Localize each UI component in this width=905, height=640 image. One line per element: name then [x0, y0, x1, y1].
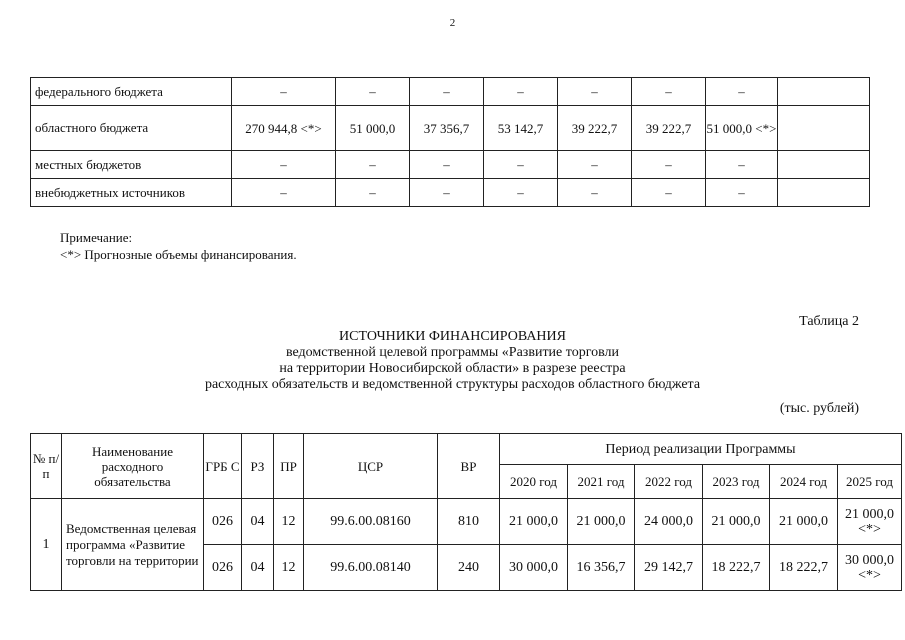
note-heading: Примечание:	[60, 230, 133, 245]
header-vr: ВР	[438, 434, 500, 499]
cell-value: 39 222,7	[558, 106, 632, 151]
table-row	[31, 78, 870, 106]
header-grbs: ГРБ С	[204, 434, 242, 499]
cell-csr: 99.6.00.08140	[304, 545, 438, 591]
cell-value: 37 356,7	[410, 106, 484, 151]
title-line: ведомственной целевой программы «Развитие торговли	[286, 345, 619, 360]
cell-value: –	[706, 179, 778, 207]
cell-value: –	[410, 179, 484, 207]
note-text: <*> Прогнозные объемы финансирования.	[60, 247, 297, 262]
header-year: 2021 год	[568, 465, 635, 499]
row-label: федерального бюджета	[31, 78, 232, 106]
cell-amount: 30 000,0 <*>	[838, 545, 902, 591]
header-name: Наименование расходного обязательства	[62, 434, 204, 499]
funding-table-continued	[30, 77, 870, 207]
title-line: ИСТОЧНИКИ ФИНАНСИРОВАНИЯ	[339, 329, 566, 344]
header-year: 2022 год	[635, 465, 703, 499]
cell-value: –	[706, 78, 778, 106]
cell-value: –	[632, 179, 706, 207]
page-number: 2	[449, 17, 456, 29]
cell-amount: 24 000,0	[635, 499, 703, 545]
cell-rz: 04	[242, 545, 274, 591]
cell-amount: 21 000,0	[568, 499, 635, 545]
cell-value: –	[410, 78, 484, 106]
cell-pr: 12	[274, 499, 304, 545]
header-csr: ЦСР	[304, 434, 438, 499]
table-row	[31, 106, 870, 151]
cell-amount: 21 000,0	[500, 499, 568, 545]
cell-value: 39 222,7	[632, 106, 706, 151]
row-label: внебюджетных источников	[31, 179, 232, 207]
table-row	[31, 151, 870, 179]
cell-value: –	[336, 151, 410, 179]
obligation-name: Ведомственная целевая программа «Развитие торговли на территории	[62, 499, 204, 591]
cell-value: –	[558, 78, 632, 106]
cell-rz: 04	[242, 499, 274, 545]
cell-value: –	[706, 151, 778, 179]
cell-amount: 18 222,7	[703, 545, 770, 591]
row-label: местных бюджетов	[31, 151, 232, 179]
cell-value: –	[484, 151, 558, 179]
cell-value: –	[484, 78, 558, 106]
cell-value: –	[232, 151, 336, 179]
cell-vr: 240	[438, 545, 500, 591]
header-year: 2025 год	[838, 465, 902, 499]
cell-amount: 21 000,0 <*>	[838, 499, 902, 545]
title-line: на территории Новосибирской области» в разрезе реестра	[279, 361, 626, 376]
cell-csr: 99.6.00.08160	[304, 499, 438, 545]
cell-amount: 16 356,7	[568, 545, 635, 591]
cell-amount: 29 142,7	[635, 545, 703, 591]
cell-amount: 18 222,7	[770, 545, 838, 591]
cell-value: –	[632, 151, 706, 179]
row-number: 1	[31, 499, 62, 591]
cell-grbs: 026	[204, 499, 242, 545]
cell-value: –	[232, 78, 336, 106]
note-block	[60, 229, 297, 263]
table-title	[0, 329, 905, 393]
header-num: № п/п	[31, 434, 62, 499]
cell-value: –	[558, 179, 632, 207]
table-row	[31, 179, 870, 207]
header-year: 2023 год	[703, 465, 770, 499]
cell-value: –	[484, 179, 558, 207]
cell-amount: 21 000,0	[703, 499, 770, 545]
cell-value	[778, 151, 870, 179]
header-year: 2024 год	[770, 465, 838, 499]
cell-value	[778, 179, 870, 207]
cell-amount: 30 000,0	[500, 545, 568, 591]
cell-value: –	[632, 78, 706, 106]
cell-value: –	[558, 151, 632, 179]
cell-value: –	[336, 179, 410, 207]
table-label: Таблица 2	[799, 314, 859, 329]
header-rz: РЗ	[242, 434, 274, 499]
cell-value: 270 944,8 <*>	[232, 106, 336, 151]
cell-amount: 21 000,0	[770, 499, 838, 545]
cell-vr: 810	[438, 499, 500, 545]
funding-sources-table	[30, 433, 902, 591]
header-year: 2020 год	[500, 465, 568, 499]
cell-value	[778, 106, 870, 151]
cell-value: 51 000,0 <*>	[706, 106, 778, 151]
units-label: (тыс. рублей)	[779, 401, 859, 416]
header-pr: ПР	[274, 434, 304, 499]
title-line: расходных обязательств и ведомственной структуры расходов областного бюджета	[204, 377, 701, 392]
cell-value	[778, 78, 870, 106]
cell-value: 51 000,0	[336, 106, 410, 151]
cell-value: –	[336, 78, 410, 106]
row-label: областного бюджета	[31, 106, 232, 151]
cell-grbs: 026	[204, 545, 242, 591]
cell-value: –	[232, 179, 336, 207]
cell-value: 53 142,7	[484, 106, 558, 151]
cell-pr: 12	[274, 545, 304, 591]
header-period: Период реализации Программы	[500, 434, 902, 465]
cell-value: –	[410, 151, 484, 179]
